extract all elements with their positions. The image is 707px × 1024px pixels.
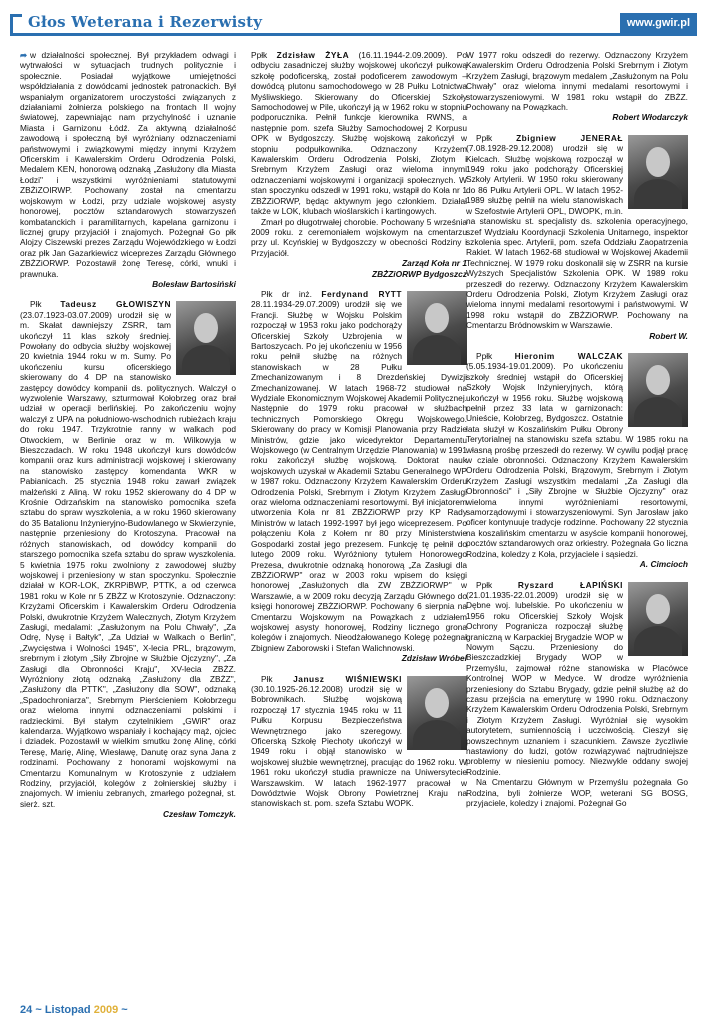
page-header [0, 0, 707, 38]
obituary-lapinski-funeral: Na Cmentarzu Głównym w Przemyślu pożegnała Go Rodzina, byli żołnierze WOP, weterani SG BOSG, przyjaciele, koledzy i znajomi. Pożegnał Go [466, 777, 688, 809]
signature: Robert Włodarczyk [612, 112, 688, 123]
portrait-photo [407, 676, 467, 750]
obituary-rytt: Płk dr inż. Ferdynand RYTT 28.11.1934-29.07.2009) urodził się we Francji. Służbę w Wojsku Polskim rozpoczął w 1953 roku jako podchorąży Oficerskiej Szkoły Uzbrojenia w Bartoszycach. Po jej ukończeniu w 1956 roku pełnił służbę na różnych stanowiskach w 28 Pułku Zmechanizowanym i 8 Drezdeńskiej Dywizji Zmechanizowanej. W latach 1968-72 studiował na Wydziale Ekonomicznym Wojskowej Akademii Politycznej. Następnie do 1979 roku pracował w służbach technicznych Pomorskiego Okręgu Wojskowego. Skierowany do pracy w Komisji Planowania przy Radzie Ministrów, gdzie jako wicedyrektor Departamentu Wojskowego (w Centralnym Urzędzie Planowania) w 1991 roku zakończył służbę wojskową. Doktorat nauk wojskowych uzyskał w Akademii Sztabu Generalnego WP w 1987 roku. Odznaczony Krzyżem Kawalerskim Orderu Odrodzenia Polski, Srebrnym i Złotym Krzyżem Zasługi oraz wieloma odznaczeniami resortowymi. Był inicjatorem utworzenia Koła nr 81 ZBŻZiORWP przy KP Rady Ministrów w latach 1992-1997 był jego wiceprezesem. Po połączeniu Koła z Kołem nr 80 przy Ministerstwie Gospodarki został jego prezesem. Funkcję tę pełnił do lutego 2009 roku. Wyróżniony tytułem Honorowego Prezesa, dwukrotnie odznaką honorową „Za Zasługi dla ZBŻZiORWP" oraz w 2003 roku wpisem do księgi honorowej „Zasłużonych dla ZW ZBŻZiORWP" w Warszawie, a w 2009 roku decyzją Zarządu Głównego do księgi honorowej ZBŻZiORWP. Pochowany 6 sierpnia na Cmentarzu Wojskowym na Powązkach z udziałem wojskowej asysty honorowej, Rodziny licznego grona kolegów i znajomych. Nieodżałowanego Kolegę pożegnał Zbigniew Zaborowski i Stefan Walichnowski. [251, 288, 467, 653]
header-corner-ornament [10, 14, 22, 34]
header-rule [10, 33, 697, 36]
footer-separator: ~ [35, 1004, 42, 1016]
page-number: 24 [20, 1004, 33, 1016]
column-3 [466, 50, 688, 808]
signature: Zarząd Koła nr 1 [402, 258, 467, 269]
obituary-zyla: Ppłk Zdzisław ŻYŁA (16.11.1944-2.09.2009). Po odbyciu zasadniczej służby wojskowej ukończył pułkową szkołę podoficerską, został podoficerem zawodowym – dowódcą plutonu samochodowego w 28 Pułku Lotnictwa Myśliwskiego. Skierowany do Oficerskiej Szkoły Samochodowej w Pile, ukończył ją w 1962 roku w stopniu podporucznika. Pełnił funkcje kierownika RWNS, a następnie pom. szefa Służby Samochodowej 2 Korpusu OPK w Bydgoszczy. Służbę wojskową zakończył w stopniu podpułkownika. Odznaczony Krzyżem Kawalerskim Orderu Odrodzenia Polski, Złotym i Srebrnym Krzyżem Zasługi oraz wieloma innymi odznaczeniami wojskowymi i organizacji społecznych. W stan spoczynku odszedł w 1991 roku, wstąpił do Koła nr 1 ZBŻZiORWP, będąc aktywnym jego członkiem. Działał także w LOK, klubach wioślarskich i kartingowych. [251, 50, 468, 217]
obituary-jeneral: Ppłk Zbigniew JENERAŁ (7.08.1928-29.12.2008) urodził się w Kielcach. Służbę wojskową rozpoczął w 1949 roku jako podchorąży Oficerskiej Szkoły Artylerii. W 1950 roku skierowany do 86 Pułku Artylerii OPL. W latach 1952-1989 służbę pełnił na wielu stanowiskach w Szefostwie Artylerii OPL, DWOPK, m.in. na stanowisku st. specjalisty ds. szkolenia operacyjnego, szef Wydziału Koordynacji Szkolenia Unitarnego, inspektor szkolenia spec. Artylerii, pom. szefa Oddziału Zaopatrzenia Rakiet. W latach 1962-68 studiował w Wojskowej Akademii Technicznej. W 1979 roku doskonalił się w ZSRR na kursie Wyższych Specjalistów Szkolenia OPK. W 1989 roku przeszedł do rezerwy. Odznaczony Krzyżem Kawalerskim Orderu Odrodzenia Polski, Złotym Krzyżem Zasługi oraz wieloma innymi medalami resortowymi i państwowymi. W 1998 roku wstąpił do ZBŻZiORWP. Pochowany na Cmentarzu Bródnowskim w Warszawie. [466, 132, 688, 331]
portrait-photo [407, 291, 467, 365]
obituary-walczak: Ppłk Hieronim WALCZAK (5.05.1934-19.01.2009). Po ukończeniu szkoły średniej wstąpił do Oficerskiej Szkoły Wojsk Inżynieryjnych, którą ukończył w 1956 roku. Służbę wojskową pełnił przez 33 lata w garnizonach: Unieście, Kołobrzeg, Bydgoszcz. Ostatnie lata służył w Koszalińskim Pułku Obrony Terytorialnej na stanowisku szefa sztabu. W 1985 roku na własną prośbę przeszedł do rezerwy. W cywilu podjął pracę w cziale obronności. Odznaczony Krzyżem Kawalerskim Orderu Odrodzenia Polski, Brązowym, Srebrnym i Złotym Krzyżem Zasługi wszystkim medalami „Za Zasługi dla Obronności" i „Siły Zbrojne w Służbie Ojczyzny" oraz wieloma innymi wyróżnieniami resortowymi, samorządowymi i stowarzyszeniowymi. Syn Jarosław jako oficer kontynuuje tradycje rodzinne. Pochowany 22 stycznia na koszalińskim cmentarzu w asyście kompanii honorowej, pocztów sztandarowych oraz orkiestry. Pożegnała Go liczna Rodzina, koledzy z Koła, przyjaciele i sąsiedzi. [466, 350, 688, 559]
obituary-glowiszyn: Płk Tadeusz GŁOWISZYN (23.07.1923-03.07.2009) urodził się w m. Skałat dawniejszy ZSRR, tam ukończył 11 klas szkoły średniej. Powołany do odbycia służby wojskowej 20 kwietnia 1944 roku w m. Sumy. Po ukończeniu kursu oficerskiego skierowany do 4 DP na stanowisko zastępcy dowódcy kompanii ds. politycznych. Walczył o wyzwolenie Warszawy, szturmował Kołobrzeg oraz brał udział w operacji berlińskiej. Po zakończeniu wojny walczył z UPA na południowo-wschodnich rubieżach kraju do roku 1947. Trzykrotnie ranny w walkach pod Otwockiem, w Berlinie oraz w m. Wilkowyja w Bieszczadach. W roku 1948 ukończył kurs dowódców kompanii oraz kurs administracji wojskowej i skierowany na stanowisko zastępcy komendanta WKR w Pabianicach. 25 stycznia 1948 roku zawarł związek małżeński z Aliną. W roku 1952 skierowany do 4 DP w Krośnie Odrzańskim na stanowisko pomocnika szefa sztabu do spraw wyszkolenia, a w roku 1960 skierowany do 35 Batalionu Inżynieryjno-Budowlanego w Skwierzynie, następnie przeniesiony do Krotoszyna. Pracował na różnych stanowiskach, od dowódcy kompanii do starszego pomocnika szefa sztabu do spraw wyszkolenia. 5 kwietnia 1975 roku zwolniony z zawodowej służby wojskowej i przeniesiony w stan spoczynku. Społecznie działał w KOR-LOK, ZKRPiBWP, PTTK, a od czerwca 1981 roku w Kole nr 5 ZBŻZ w Krotoszynie. Odznaczony: Krzyżami Oficerskim i Kawalerskim Orderu Odrodzenia Polski, dwukrotnie Krzyżem Walecznych, Złotym Krzyżem Zasługi, medalami: „Zasłużonym na Polu Chwały", „Za Odrę, Nysę i Bałtyk", „Za Udział w Walkach o Berlin", „Zwycięstwa i Wolności 1945", X-lecia PRL, brązowym, srebrnym i złotym „Siły Zbrojne w Służbie Ojczyzny", „Za Zasługi dla Obronności Kraju", XV-lecia ZBŻZ. Wyróżniony złotą odznaką „Zasłużony dla ZBŻZ", „Zasłużony dla PTTK", „Zasłużony dla SOW", odznaką „Spadochroniarza", Srebrnym Pierścieniem Kołobrzegu oraz wieloma innymi odznaczeniami polskimi i radzieckimi. Był stałym czytelnikiem „GWiR" oraz kalendarza. Wyjątkowo wspaniały i kochający mąż, ojciec i dziadek. Pozostawił w wielkim smutku żonę Alinę, córki Teresę, Marię, Alinę, Wiesławę, Danutę oraz syna Jana z rodzinami. Pochowany z honorami wojskowymi na Cmentarzu Komunalnym w Krotoszynie z udziałem Rodziny, przyjaciół, kolegów z żołnierskiej służby i znajomych. W imieniu zebranych, zmarłego pożegnał, st. sierż. szt. [20, 299, 236, 809]
magazine-title: Głos Weterana i Rezerwisty [28, 13, 263, 31]
signature: Zdzisław Wróbel [401, 653, 467, 664]
signature: Robert W. [649, 330, 688, 341]
obituary-lapinski: Ppłk Ryszard ŁAPIŃSKI (21.01.1935-22.01.2009) urodził się w Dębne woj. lubelskie. Po ukończeniu w 1956 roku Oficerskiej Szkoły Wojsk Ochrony Pogranicza rozpoczął służbę graniczną w Karpackiej Brygadzie WOP w Nowym Sączu. Przeniesiony do Bieszczadzkiej Brygady WOP w Przemyślu, zajmował różne stanowiska w Placówce Kontrolnej WOP w Medyce. W drodze wyróżnienia przeniesiony do Sztabu Brygady, gdzie pełnił służbę aż do czasu przejścia na emeryturę w 1990 roku. Odznaczony Krzyżem Kawalerskim Orderu Odrodzenia Polski, Srebrnym i Złotym Krzyżem Zasługi. Wyróżniał się wysokim autorytetem, sumiennością i uczciwością. Cieszył się powszechnym uznaniem i szacunkiem. Zawsze życzliwie nastawiony do ludzi, gotów rozwiązywać najtrudniejsze problemy w niesieniu pomocy. Niezwykle oddany swojej Rodzinie. [466, 579, 688, 777]
column-1 [20, 50, 236, 820]
column-2 [251, 50, 467, 809]
signature: ZBŻZiORWP Bydgoszcz [371, 268, 467, 279]
portrait-photo [628, 582, 688, 656]
footer-separator: ~ [121, 1004, 128, 1016]
signature: Bolesław Bartosiński [152, 278, 236, 289]
continued-paragraph: ➦ w działalności społecznej. Był przykładem odwagi i wytrwałości w sytuacjach trudnych politycznie i społecznie. Posiadał wyjątkowe umiejętności współdziałania z dowódcami jednostek patronackich. Był wspaniałym organizatorem uroczystości związanych z działaniami żołnierza polskiego na frontach II wojny światowej, zapewniając nam przychylność i uznanie Miasta i Garnizonu Łódź. Za aktywną działalność zawodową i społeczną był wyróżniany odznaczeniami państwowymi i związkowymi między innymi Krzyżem Oficerskim i Kawalerskim Orderu Odrodzenia Polski, Medalem KEN, honorową odznaką „Zasłużony dla Miasta Łodzi" i wszystkimi wyróżnieniami statutowymi ZBŻiZOIRWP. Pochowany został na cmentarzu wojskowym w Łodzi, przy udziale wojskowej asysty honorowej, pocztów sztandarowych stowarzyszeń kombatanckich i paramilitarnych, kapelana garnizonu i licznej grupy przyjaciół i znajomych. Pożegnał Go płk Alojzy Ciszewski prezes Zarządu Wojewódzkiego w Łodzi oraz płk Jan Gazarkiewicz wiceprezes Zarządu Głównego ZBŻZiORWP. Pozostawił żonę Teresę, córki, wnuki i prawnuka. [20, 50, 236, 279]
issue-year: 2009 [93, 1004, 119, 1016]
website-badge[interactable]: www.gwir.pl [620, 13, 697, 33]
obituary-wisniewski: Płk Janusz WIŚNIEWSKI (30.10.1925-26.12.2008) urodził się w Bobrownikach. Służbę wojskową rozpoczął 17 stycznia 1945 roku w 11 Pułku Korpusu Bezpieczeństwa Wewnętrznego jako szeregowy. Oficerską Szkołę Piechoty ukończył w 1949 roku i objął stanowisko w wojskowej służbie wewnętrznej, pracując do 1962 roku. W 1961 roku ukończył studia prawnicze na Uniwersytecie Warszawskim. W latach 1962-1977 pracował w Dowództwie Wojsk Obrony Powietrznej Kraju na stanowiskach st. pom. szefa Sztabu WOPK. [251, 673, 467, 809]
signature: Czesław Tomczyk. [163, 809, 236, 820]
issue-month: Listopad [44, 1004, 91, 1016]
signature: A. Cimcioch [639, 559, 688, 570]
portrait-photo [176, 301, 236, 375]
continuation-arrow-icon: ➦ [20, 50, 27, 60]
portrait-photo [628, 353, 688, 427]
portrait-photo [628, 135, 688, 209]
page-footer [20, 1004, 128, 1016]
continued-paragraph: W 1977 roku odszedł do rezerwy. Odznaczony Krzyżem Kawalerskim Orderu Odrodzenia Polski Srebrnym i Złotym Krzyżem Zasługi, brązowym medalem „Zasłużonym na Polu Chwały" oraz wieloma innymi medalami resortowymi i stowarzyszeniowymi. W 1981 roku wstąpił do ZBŻZ. Pochowany na Powązkach. [466, 50, 688, 113]
obituary-zyla-funeral: Zmarł po długotrwałej chorobie. Pochowany 5 września 2009 roku. z ceremoniałem wojskowym na cmentarzu przy ul. Kcyńskiej w Bydgoszczy w obecności Rodziny i Przyjaciół. [251, 216, 467, 258]
